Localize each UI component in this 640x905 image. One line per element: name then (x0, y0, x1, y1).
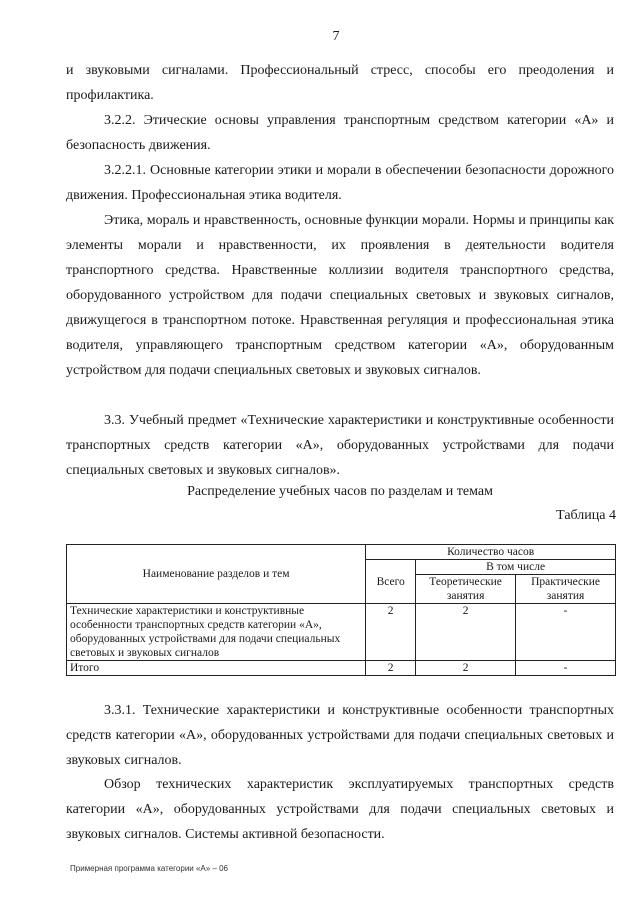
header-total-cell: Всего (366, 560, 416, 604)
header-including-cell: В том числе (416, 560, 616, 575)
header-hours-cell: Количество часов (366, 545, 616, 560)
row-practice-cell: - (516, 604, 616, 661)
paragraph-section-3-2-2: 3.2.2. Этические основы управления транспортным средством категории «А» и безопасность движения. (66, 113, 614, 153)
paragraph-overview: Обзор технических характеристик эксплуатируемых транспортных средств категории «А», оборудованных устройствами для подачи специальных световых и звуковых сигналов. Системы активной безопасности. (66, 777, 614, 842)
table-number: Таблица 4 (556, 508, 616, 523)
row-theory-cell: 2 (416, 604, 516, 661)
table-summary-row (67, 661, 616, 676)
paragraph-section-3-2-2-1: 3.2.2.1. Основные категории этики и морали в обеспечении безопасности дорожного движения. Профессиональная этика водителя. (66, 163, 614, 203)
page-footer: Примерная программа категории «А» – 06 (70, 864, 229, 873)
summary-theory-cell: 2 (416, 661, 516, 676)
row-name-cell: Технические характеристики и конструктивные особенности транспортных средств категории «А», оборудованных устройствами для подачи специальных световых и звуковых сигналов (67, 604, 366, 661)
row-total-cell: 2 (366, 604, 416, 661)
header-theory-cell: Теоретические занятия (416, 575, 516, 604)
paragraph-ethics: Этика, мораль и нравственность, основные функции морали. Нормы и принципы как элементы морали и нравственности, их проявления в деятельности водителя транспортного средства. Нравственные коллизии водителя транспортного средства, оборудованного устройством для подачи специальных световых и звуковых сигналов, движущегося в транспортном потоке. Нравственная регуляция и профессиональная этика водителя, управляющего транспортным средством категории «А», оборудованным устройством для подачи специальных световых и звуковых сигналов. (66, 213, 614, 378)
header-name-cell: Наименование разделов и тем (67, 545, 366, 604)
summary-name-cell: Итого (67, 661, 366, 676)
header-practice-cell: Практические занятия (516, 575, 616, 604)
paragraph-stress: и звуковыми сигналами. Профессиональный стресс, способы его преодоления и профилактика. (66, 63, 614, 103)
paragraph-section-3-3: 3.3. Учебный предмет «Технические характеристики и конструктивные особенности транспортных средств категории «А», оборудованных устройствами для подачи специальных световых и звуковых сигналов». (66, 413, 614, 478)
table-header-row (67, 545, 616, 560)
page-number: 7 (332, 29, 340, 44)
summary-practice-cell: - (516, 661, 616, 676)
hours-table (66, 544, 616, 676)
table-row (67, 604, 616, 661)
summary-total-cell: 2 (366, 661, 416, 676)
paragraph-section-3-3-1: 3.3.1. Технические характеристики и конструктивные особенности транспортных средств категории «А», оборудованных устройствами для подачи специальных световых и звуковых сигналов. (66, 703, 614, 768)
table-heading: Распределение учебных часов по разделам и темам (187, 484, 493, 499)
